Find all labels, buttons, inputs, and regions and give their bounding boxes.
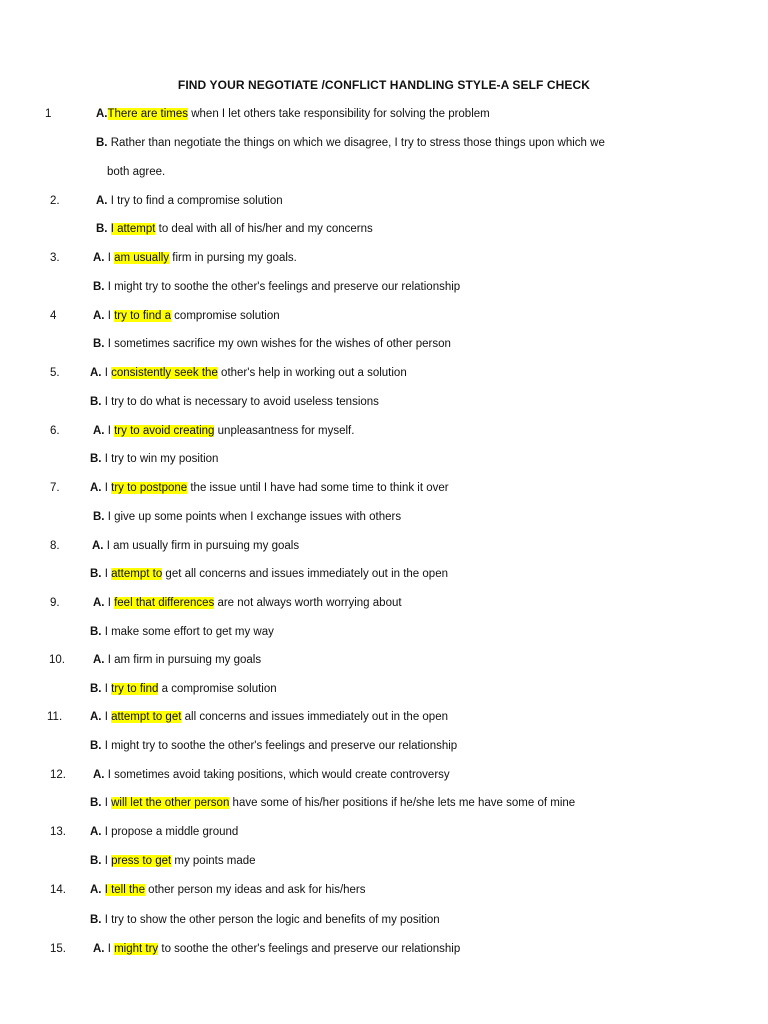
- option-text: I: [101, 797, 112, 809]
- item-number: 15.: [50, 943, 66, 955]
- option-text: I: [104, 310, 115, 322]
- option-text: I sometimes avoid taking positions, which would create controversy: [104, 769, 450, 781]
- item-number: 8.: [50, 540, 60, 552]
- item-number: 3.: [50, 252, 60, 264]
- option-text: I am usually firm in pursuing my goals: [103, 540, 300, 552]
- highlighted-text: try to find: [111, 683, 159, 695]
- option-letter: A.: [90, 482, 102, 494]
- option-letter: A.: [90, 826, 102, 838]
- option-text: have some of his/her positions if he/she lets me have some of mine: [229, 797, 576, 809]
- option-letter: B.: [93, 281, 105, 293]
- option-letter: A.: [92, 540, 104, 552]
- option-text: to deal with all of his/her and my concerns: [155, 223, 373, 235]
- option-letter: B.: [90, 855, 102, 867]
- option-letter: B.: [93, 338, 105, 350]
- option-letter: B.: [90, 453, 102, 465]
- highlighted-text: try to find a: [114, 310, 171, 322]
- option-b-1: [96, 134, 605, 152]
- option-text: I try to do what is necessary to avoid useless tensions: [101, 396, 379, 408]
- option-letter: B.: [90, 396, 102, 408]
- option-text: to soothe the other's feelings and preserve our relationship: [158, 943, 461, 955]
- item-number: 9.: [50, 597, 60, 609]
- option-text: I make some effort to get my way: [101, 626, 274, 638]
- option-b-4: [93, 335, 451, 353]
- option-a-14: [90, 881, 366, 899]
- option-text: I: [104, 252, 115, 264]
- option-letter: A.: [93, 425, 105, 437]
- option-b-5: [90, 393, 379, 411]
- option-text: I try to find a compromise solution: [107, 195, 283, 207]
- option-letter: B.: [90, 914, 102, 926]
- item-number: 6.: [50, 425, 60, 437]
- option-letter: A.: [93, 769, 105, 781]
- option-letter: A.: [93, 654, 105, 666]
- highlighted-text: consistently seek the: [111, 367, 218, 379]
- item-number: 11.: [47, 711, 63, 723]
- option-text: other person my ideas and ask for his/hers: [144, 884, 366, 896]
- item-number: 12.: [50, 769, 66, 781]
- highlighted-text: attempt to get: [111, 711, 182, 723]
- option-letter: A.: [93, 943, 105, 955]
- option-text: other's help in working out a solution: [217, 367, 407, 379]
- option-a-11: [90, 708, 448, 726]
- option-a-13: [90, 823, 238, 841]
- option-letter: B.: [96, 137, 108, 149]
- option-letter: A.: [90, 367, 102, 379]
- item-number: 13.: [50, 826, 66, 838]
- highlighted-text: attempt to: [111, 568, 163, 580]
- option-a-4: [93, 307, 280, 325]
- option-text: I propose a middle ground: [101, 826, 239, 838]
- option-b-2: [96, 220, 373, 238]
- item-number: 2.: [50, 195, 60, 207]
- option-b-7: [93, 508, 401, 526]
- highlighted-text: I attempt: [110, 223, 156, 235]
- option-text: I try to show the other person the logic and benefits of my position: [101, 914, 440, 926]
- option-text: I sometimes sacrifice my own wishes for the wishes of other person: [104, 338, 451, 350]
- option-a-6: [93, 422, 354, 440]
- item-number: 7.: [50, 482, 60, 494]
- option-letter: A.: [93, 310, 105, 322]
- item-number: 5.: [50, 367, 60, 379]
- option-a-3: [93, 249, 297, 267]
- option-a-9: [93, 594, 402, 612]
- option-text: I: [104, 597, 115, 609]
- option-a-7: [90, 479, 449, 497]
- option-text: I give up some points when I exchange issues with others: [104, 511, 402, 523]
- option-text: I: [104, 943, 115, 955]
- option-letter: A.: [96, 108, 108, 120]
- option-letter: A.: [96, 195, 108, 207]
- item-number: 14.: [50, 884, 66, 896]
- option-b-3: [93, 278, 460, 296]
- option-text: compromise solution: [170, 310, 280, 322]
- option-letter: A.: [93, 597, 105, 609]
- option-b-12: [90, 794, 575, 812]
- option-text: get all concerns and issues immediately out in the open: [162, 568, 448, 580]
- option-text: firm in pursing my goals.: [169, 252, 297, 264]
- option-text: I: [101, 855, 112, 867]
- highlighted-text: press to get: [111, 855, 172, 867]
- option-a-5: [90, 364, 407, 382]
- option-letter: B.: [90, 797, 102, 809]
- item-number: 4: [50, 310, 57, 322]
- option-letter: B.: [90, 740, 102, 752]
- item-number: 1: [45, 108, 52, 120]
- highlighted-text: will let the other person: [111, 797, 230, 809]
- option-text: my points made: [171, 855, 256, 867]
- option-a-8: [92, 537, 299, 555]
- highlighted-text: might try: [114, 943, 159, 955]
- option-a-2: [96, 192, 283, 210]
- option-text: the issue until I have had some time to think it over: [187, 482, 449, 494]
- option-text: I: [101, 683, 112, 695]
- option-letter: A.: [93, 252, 105, 264]
- option-text: I: [101, 711, 112, 723]
- option-text: I: [104, 425, 115, 437]
- option-a-12: [93, 766, 450, 784]
- highlighted-text: feel that differences: [114, 597, 215, 609]
- option-letter: B.: [90, 683, 102, 695]
- option-text: are not always worth worrying about: [214, 597, 402, 609]
- option-text: when I let others take responsibility for solving the problem: [188, 108, 490, 120]
- option-letter: B.: [90, 568, 102, 580]
- option-text: all concerns and issues immediately out in the open: [181, 711, 448, 723]
- option-b-14: [90, 911, 440, 929]
- option-letter: A.: [90, 884, 102, 896]
- option-a-10: [93, 651, 261, 669]
- option-continuation: both agree.: [107, 166, 166, 178]
- page-title: FIND YOUR NEGOTIATE /CONFLICT HANDLING STYLE-A SELF CHECK: [177, 78, 591, 92]
- option-text: I: [101, 482, 112, 494]
- option-text: I: [101, 367, 112, 379]
- option-b-6: [90, 450, 218, 468]
- option-a-15: [93, 940, 460, 958]
- option-text: I: [101, 568, 112, 580]
- option-b-9: [90, 623, 274, 641]
- highlighted-text: try to postpone: [111, 482, 188, 494]
- option-letter: B.: [96, 223, 108, 235]
- option-b-11: [90, 737, 457, 755]
- option-text: I might try to soothe the other's feelings and preserve our relationship: [104, 281, 461, 293]
- option-b-10: [90, 680, 277, 698]
- option-text: I am firm in pursuing my goals: [104, 654, 262, 666]
- option-letter: A.: [90, 711, 102, 723]
- highlighted-text: try to avoid creating: [114, 425, 215, 437]
- highlighted-text: There are times: [107, 108, 189, 120]
- option-a-1: [96, 105, 490, 123]
- option-b-8: [90, 565, 448, 583]
- option-text: unpleasantness for myself.: [214, 425, 355, 437]
- highlighted-text: am usually: [114, 252, 170, 264]
- item-number: 10.: [49, 654, 65, 666]
- option-text: Rather than negotiate the things on which we disagree, I try to stress those things upon which we: [107, 137, 605, 149]
- option-text: I might try to soothe the other's feelings and preserve our relationship: [101, 740, 458, 752]
- option-letter: B.: [90, 626, 102, 638]
- option-text: I try to win my position: [101, 453, 219, 465]
- option-text: a compromise solution: [158, 683, 277, 695]
- option-b-13: [90, 852, 256, 870]
- option-letter: B.: [93, 511, 105, 523]
- highlighted-text: I tell the: [104, 884, 145, 896]
